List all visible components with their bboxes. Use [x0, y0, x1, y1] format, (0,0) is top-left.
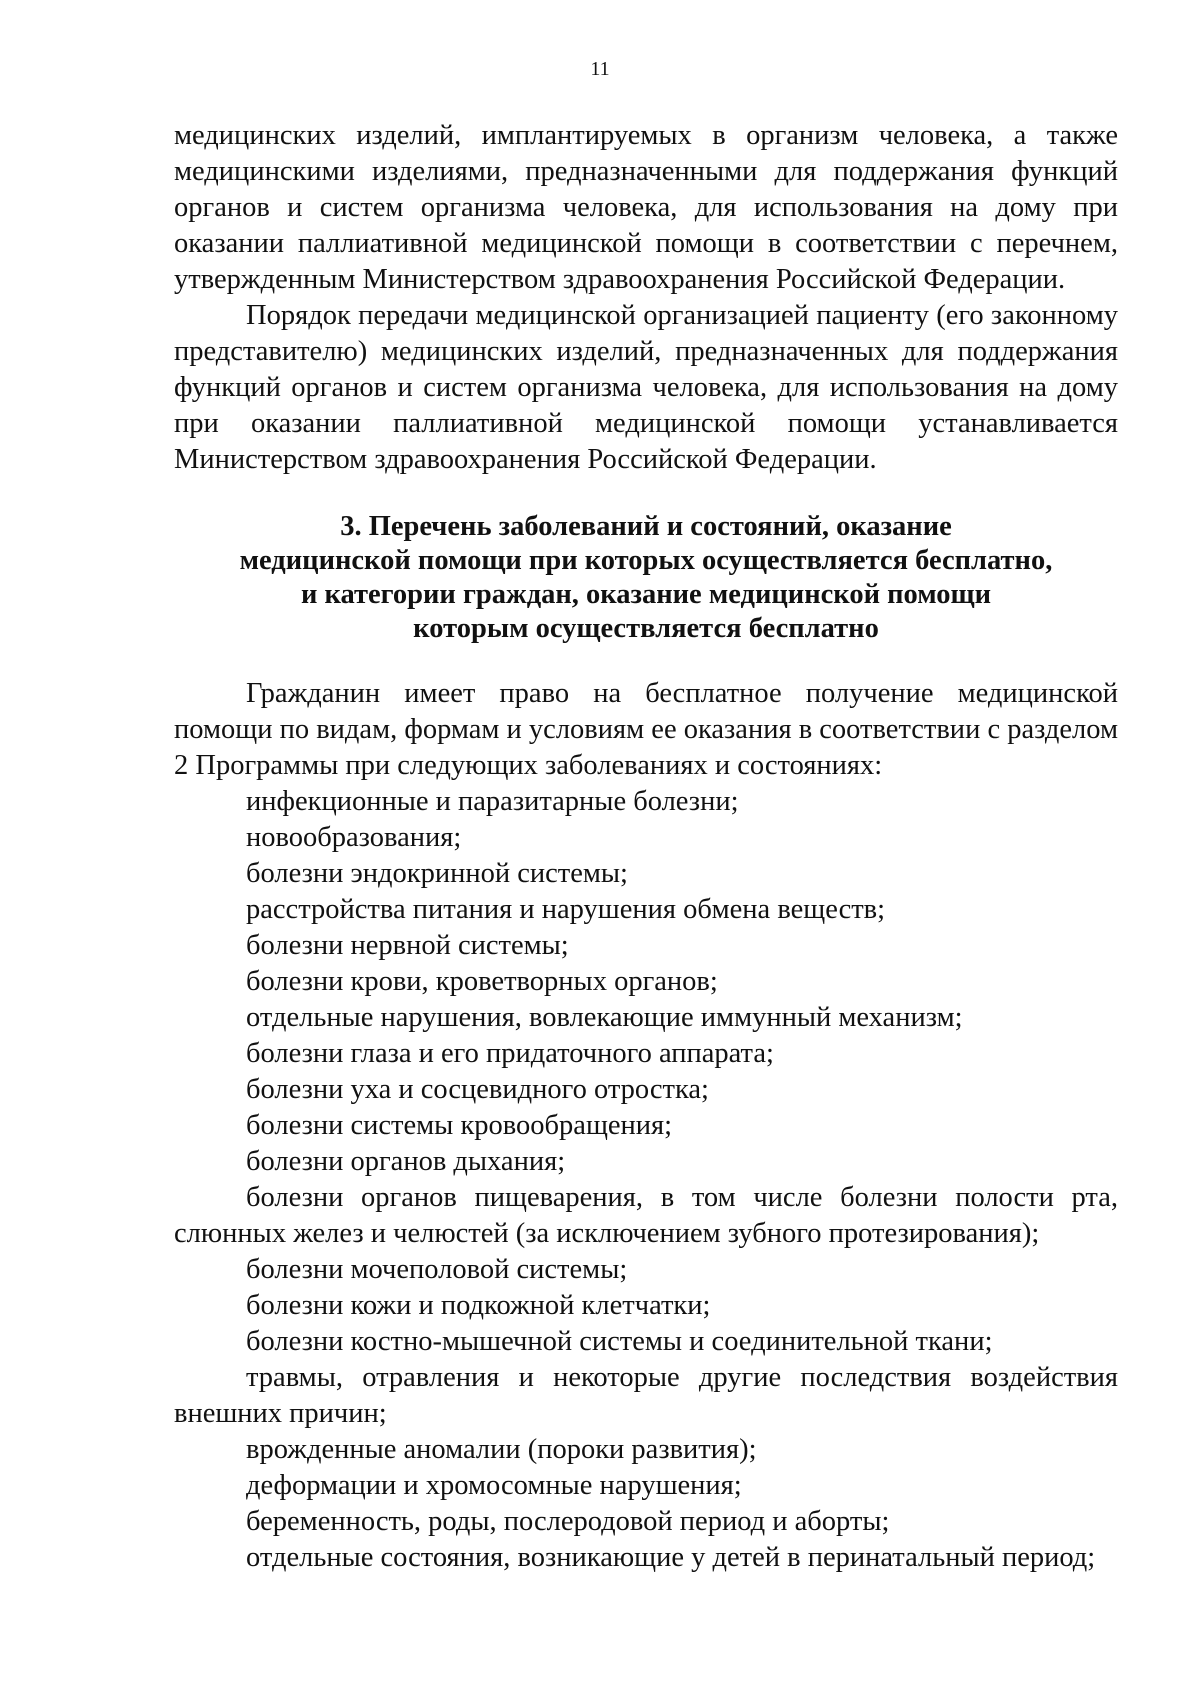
list-item: болезни мочеполовой системы;: [246, 1254, 628, 1285]
section-heading-line: и категории граждан, оказание медицинской помощи: [300, 579, 992, 610]
list-item: травмы, отравления и некоторые другие последствия воздействия внешних причин;: [174, 1362, 1118, 1429]
list-item: болезни уха и сосцевидного отростка;: [246, 1074, 709, 1105]
list-item: отдельные состояния, возникающие у детей в перинатальный период;: [246, 1542, 1096, 1573]
list-item: деформации и хромосомные нарушения;: [246, 1470, 742, 1501]
list-item: болезни глаза и его придаточного аппарата;: [246, 1038, 774, 1069]
list-item: инфекционные и паразитарные болезни;: [246, 786, 739, 817]
paragraph-transfer-procedure: Порядок передачи медицинской организацией пациенту (его законному представителю) медицинских изделий, предназначенных для поддержания функций органов и систем организма человека, для использования на дому при оказании паллиативной медицинской помощи устанавливается Министерством здравоохранения Российской Федерации.: [174, 300, 1118, 475]
document-body: [174, 118, 1118, 1576]
list-item: болезни эндокринной системы;: [246, 858, 628, 889]
section-heading-line: 3. Перечень заболеваний и состояний, оказание: [340, 511, 952, 542]
list-item: болезни нервной системы;: [246, 930, 569, 961]
list-item: болезни органов дыхания;: [246, 1146, 566, 1177]
list-item: болезни органов пищеварения, в том числе болезни полости рта, слюнных желез и челюстей (за исключением зубного протезирования);: [174, 1182, 1118, 1249]
section-heading: [174, 510, 1118, 646]
list-item: болезни кожи и подкожной клетчатки;: [246, 1290, 711, 1321]
list-item: болезни крови, кроветворных органов;: [246, 966, 718, 997]
section-heading-line: медицинской помощи при которых осуществляется бесплатно,: [239, 545, 1053, 576]
list-item: расстройства питания и нарушения обмена веществ;: [246, 894, 886, 925]
list-item: болезни системы кровообращения;: [246, 1110, 673, 1141]
list-item: новообразования;: [246, 822, 462, 853]
list-item: отдельные нарушения, вовлекающие иммунный механизм;: [246, 1002, 963, 1033]
conditions-list: [174, 784, 1118, 1576]
list-item: врожденные аномалии (пороки развития);: [246, 1434, 757, 1465]
list-item: болезни костно-мышечной системы и соединительной ткани;: [246, 1326, 993, 1357]
list-item: беременность, роды, послеродовой период и аборты;: [246, 1506, 890, 1537]
section-heading-line: которым осуществляется бесплатно: [413, 613, 879, 644]
paragraph-continuation: медицинских изделий, имплантируемых в организм человека, а также медицинскими изделиями, предназначенными для поддержания функций органов и систем организма человека, для использования на дому при оказании паллиативной медицинской помощи в соответствии с перечнем, утвержденным Министерством здравоохранения Российской Федерации.: [174, 120, 1118, 295]
intro-paragraph: Гражданин имеет право на бесплатное получение медицинской помощи по видам, формам и условиям ее оказания в соответствии с разделом 2 Программы при следующих заболеваниях и состояниях:: [174, 678, 1118, 781]
page-number: 11: [590, 58, 610, 80]
